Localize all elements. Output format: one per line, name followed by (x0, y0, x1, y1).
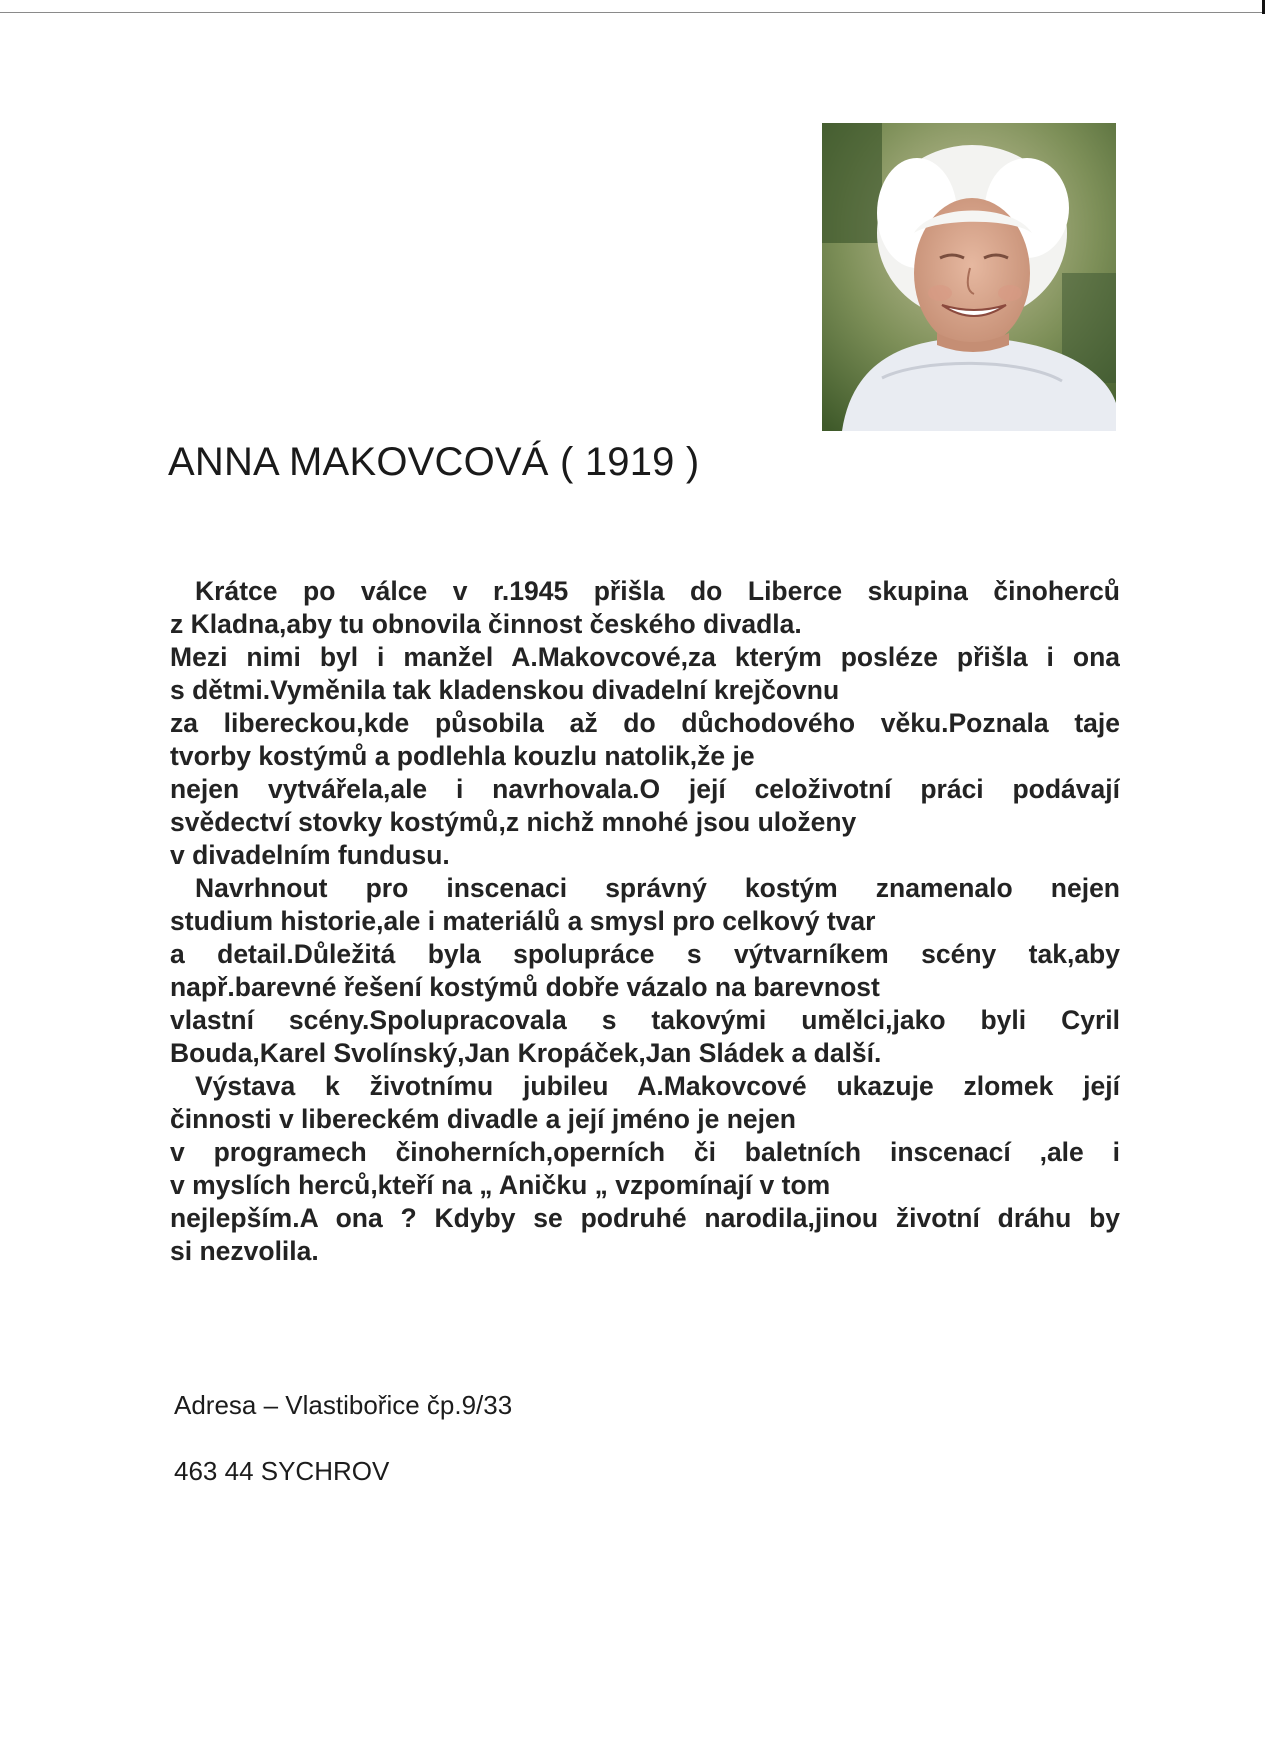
page-title: ANNA MAKOVCOVÁ ( 1919 ) (168, 440, 700, 484)
text-line: tvorby kostýmů a podlehla kouzlu natolik,že je (170, 741, 755, 771)
scan-edge-line (0, 12, 1262, 13)
text-line: si nezvolila. (170, 1236, 319, 1266)
paragraph (170, 1070, 1120, 1268)
text-line: činnosti v libereckém divadle a její jméno je nejen (170, 1104, 796, 1134)
text-line: v myslích herců,kteří na „ Aničku „ vzpomínají v tom (170, 1170, 831, 1200)
address-line-postal: 463 44 SYCHROV (174, 1456, 390, 1486)
portrait-photo-icon (822, 123, 1116, 431)
paragraph (170, 872, 1120, 1070)
text-line: např.barevné řešení kostýmů dobře vázalo na barevnost (170, 972, 880, 1002)
text-line: v programech činoherních,operních či baletních inscenací ,ale i (170, 1137, 1120, 1167)
text-line: Krátce po válce v r.1945 přišla do Liberce skupina činoherců (195, 576, 1120, 606)
text-line: Bouda,Karel Svolínský,Jan Kropáček,Jan Sládek a další. (170, 1038, 882, 1068)
text-line: nejlepším.A ona ? Kdyby se podruhé narodila,jinou životní dráhu by (170, 1203, 1120, 1233)
text-line: studium historie,ale i materiálů a smysl pro celkový tvar (170, 906, 876, 936)
text-line: vlastní scény.Spolupracovala s takovými umělci,jako byli Cyril (170, 1005, 1120, 1035)
text-line: za libereckou,kde působila až do důchodového věku.Poznala taje (170, 708, 1120, 738)
text-line: Výstava k životnímu jubileu A.Makovcové ukazuje zlomek její (195, 1071, 1120, 1101)
text-line: z Kladna,aby tu obnovila činnost českého divadla. (170, 609, 802, 639)
address-line-street: Adresa – Vlastibořice čp.9/33 (174, 1390, 513, 1420)
text-line: nejen vytvářela,ale i navrhovala.O její celoživotní práci podávají (170, 774, 1120, 804)
text-line: svědectví stovky kostýmů,z nichž mnohé jsou uloženy (170, 807, 857, 837)
paragraph (170, 575, 1120, 872)
text-line: s dětmi.Vyměnila tak kladenskou divadelní krejčovnu (170, 675, 840, 705)
portrait-photo (822, 123, 1116, 431)
scan-edge-mark (1262, 0, 1265, 14)
text-line: a detail.Důležitá byla spolupráce s výtvarníkem scény tak,aby (170, 939, 1120, 969)
text-line: Mezi nimi byl i manžel A.Makovcové,za kterým posléze přišla i ona (170, 642, 1120, 672)
text-line: Navrhnout pro inscenaci správný kostým znamenalo nejen (195, 873, 1120, 903)
text-line: v divadelním fundusu. (170, 840, 450, 870)
biography-text (170, 575, 1120, 1268)
